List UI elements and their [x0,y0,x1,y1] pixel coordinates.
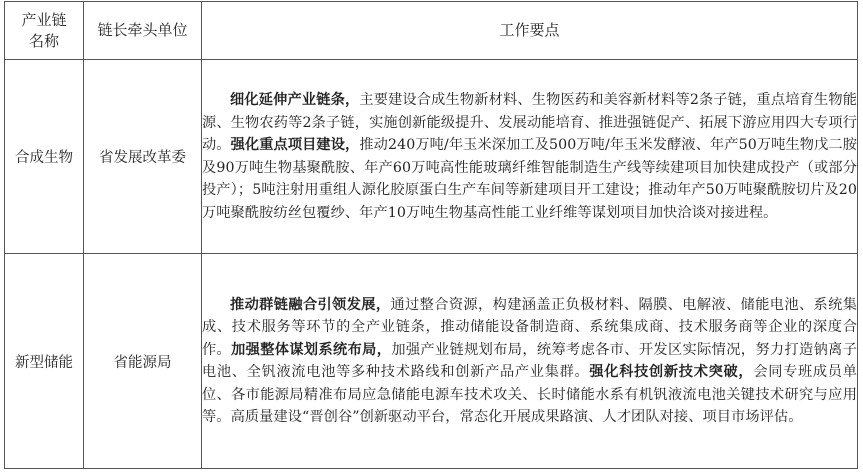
lead-unit-cell: 省能源局 [84,254,202,469]
key-phrase: 细化延伸产业链条， [230,92,360,108]
detail-text: 加强产业链规划布局，统筹考虑各市、开发区实际情况，努力打造钠离子电池、全钒液流电池等多种技术路线和创新产品产业集群。 [202,341,858,380]
work-points-cell [202,60,858,254]
detail-text: 会同专班成员单位、各市能源局精准布局应急储能电源车技术攻关、长时储能水系有机钒液流电池关键技术研究与应用等。高质量建设“晋创谷”创新驱动平台，常态化开展成果路演、人才团队对接、项目市场评估。 [202,364,857,425]
header-chain-name [5,2,84,60]
header-row [5,2,858,60]
header-lead-unit: 链长牵头单位 [84,2,202,60]
header-work-points: 工作要点 [202,2,858,60]
header-chain-name-line1: 产业链 [21,10,67,29]
detail-text: 主要建设合成生物新材料、生物医药和美容新材料等2条子链，重点培育生物能源、生物农药等2条子链，实施创新能级提升、发展动能培育、推进强链促产、拓展下游应用四大专项行动。 [202,92,857,153]
table-row [5,254,858,469]
work-points-paragraph [202,294,857,429]
table-row [5,60,858,254]
key-phrase: 加强整体谋划系统布局， [231,341,392,358]
chain-name-cell: 新型储能 [5,254,84,469]
detail-text: 通过整合资源，构建涵盖正负极材料、隔膜、电解液、储能电池、系统集成、技术服务等环节的全产业链条，推动储能设备制造商、系统集成商、技术服务商等企业的深度合作。 [202,296,858,358]
chain-name-cell: 合成生物 [5,60,84,254]
work-points-paragraph [202,89,857,224]
lead-unit-cell: 省发展改革委 [84,60,202,254]
key-phrase: 强化科技创新技术突破， [589,364,754,380]
detail-text: 推动240万吨/年玉米深加工及500万吨/年玉米发酵液、年产50万吨生物戊二胺及90万吨生物基聚酰胺、年产60万吨高性能玻璃纤维智能制造生产线等续建项目加快建成投产（或部分投产）；5吨注射用重组人源化胶原蛋白生产车间等新建项目开工建设；推动年产50万吨聚酰胺切片及20万吨聚酰胺纺丝包覆纱、年产10万吨生物基高性能工业纤维等谋划项目加快洽谈对接进程。 [202,137,857,221]
key-phrase: 强化重点项目建设， [230,137,360,153]
work-points-cell [202,254,858,469]
key-phrase: 推动群链融合引领发展， [230,296,391,313]
header-chain-name-line2: 名称 [28,31,59,50]
industry-chain-table [4,1,858,469]
